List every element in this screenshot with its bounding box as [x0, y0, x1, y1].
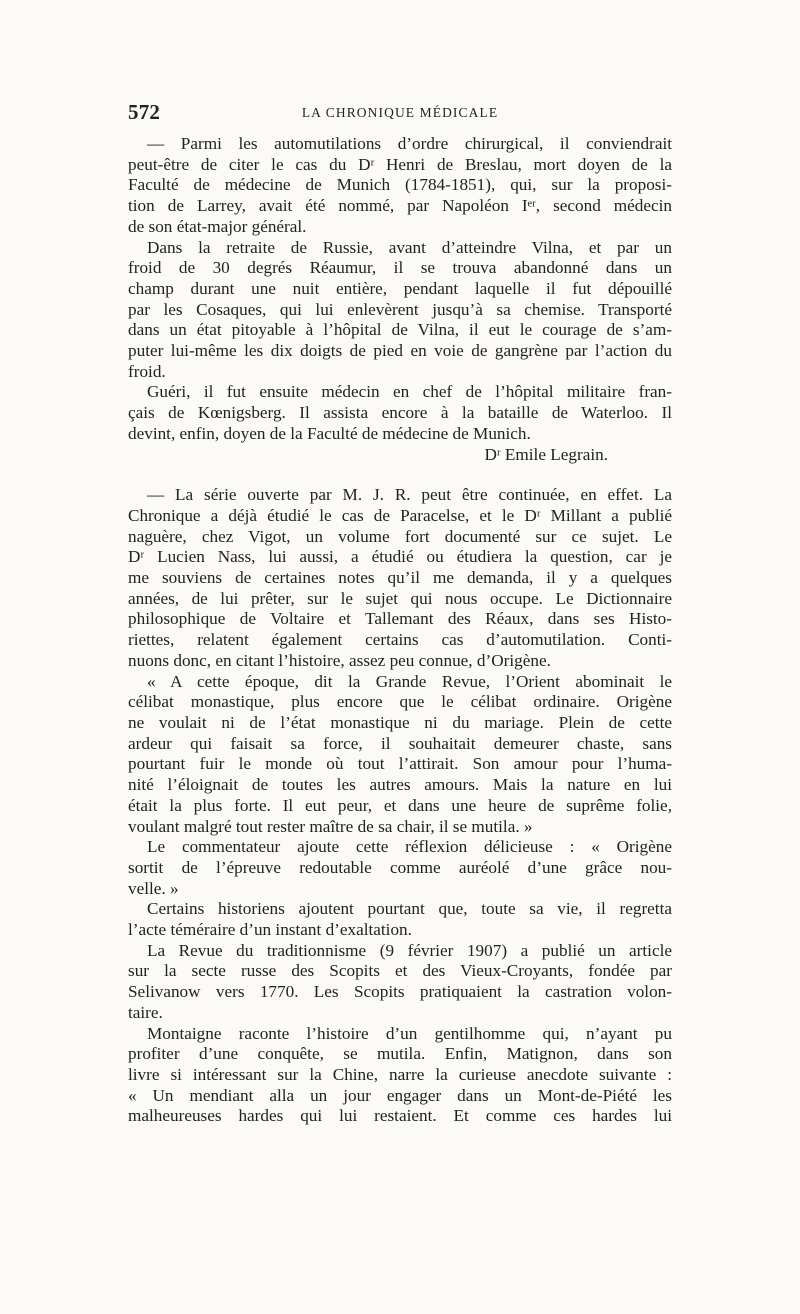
text-line: Chronique a déjà étudié le cas de Paracelse, et le Dʳ Millant a publié: [128, 505, 672, 525]
text-line: froid de 30 degrés Réaumur, il se trouva abandonné dans un: [128, 258, 672, 278]
page-number: 572: [128, 100, 161, 124]
text-line: tion de Larrey, avait été nommé, par Napoléon Iᵉʳ, second médecin: [128, 196, 672, 216]
text-line: puter lui-même les dix doigts de pied en voie de gangrène par l’action du: [128, 341, 672, 361]
text-line: l’acte téméraire d’un instant d’exaltation.: [128, 920, 412, 940]
text-line: — Parmi les automutilations d’ordre chirurgical, il conviendrait: [147, 134, 672, 153]
section-gap: [128, 465, 672, 485]
page-header: [128, 100, 672, 130]
text-line: çais de Kœnigsberg. Il assista encore à la bataille de Waterloo. Il: [128, 403, 672, 423]
text-line: — La série ouverte par M. J. R. peut être continuée, en effet. La: [147, 485, 672, 505]
text-line: Dʳ Lucien Nass, lui aussi, a étudié ou étudiera la question, car je: [128, 547, 672, 567]
text-line: La Revue du traditionnisme (9 février 1907) a publié un article: [147, 940, 672, 960]
text-line: « A cette époque, dit la Grande Revue, l’Orient abominait le: [147, 671, 672, 691]
text-line: devint, enfin, doyen de la Faculté de médecine de Munich.: [128, 423, 531, 443]
text-line: champ durant une nuit entière, pendant laquelle il fut dépouillé: [128, 278, 672, 298]
text-line: Montaigne raconte l’histoire d’un gentilhomme qui, n’ayant pu: [147, 1023, 672, 1043]
text-line: par les Cosaques, qui lui enlevèrent jusqu’à sa chemise. Transporté: [128, 299, 672, 319]
text-line: philosophique de Voltaire et Tallemant des Réaux, dans ses Histo-: [128, 609, 672, 629]
text-line: Selivanow vers 1770. Les Scopits pratiquaient la castration volon-: [128, 982, 672, 1002]
text-line: « Un mendiant alla un jour engager dans un Mont-de-Piété les: [128, 1085, 672, 1105]
text-line: de son état-major général.: [128, 216, 307, 236]
text-line: malheureuses hardes qui lui restaient. Et comme ces hardes lui: [128, 1106, 672, 1126]
text-line: profiter d’une conquête, se mutila. Enfin, Matignon, dans son: [128, 1044, 672, 1064]
text-line: naguère, chez Vigot, un volume fort documenté sur ce sujet. Le: [128, 526, 672, 546]
text-line: ne voulait ni de l’état monastique ni du mariage. Plein de cette: [128, 712, 672, 732]
text-line: était la plus forte. Il eut peur, et dans une heure de suprême folie,: [128, 795, 672, 815]
text-line: velle. »: [128, 878, 179, 898]
text-line: voulant malgré tout rester maître de sa chair, il se mutila. »: [128, 816, 533, 836]
article-text: [128, 134, 672, 1127]
text-line: Faculté de médecine de Munich (1784-1851), qui, sur la proposi-: [128, 175, 672, 195]
text-line: Guéri, il fut ensuite médecin en chef de l’hôpital militaire fran-: [147, 382, 672, 402]
signature: Dʳ Emile Legrain.: [484, 444, 608, 464]
text-line: me souviens de certaines notes qu’il me demanda, il y a quelques: [128, 568, 672, 588]
text-line: livre si intéressant sur la Chine, narre la curieuse anecdote suivante :: [128, 1064, 672, 1084]
text-line: ardeur qui faisait sa force, il souhaitait demeurer chaste, sans: [128, 733, 672, 753]
text-line: riettes, relatent également certains cas d’automutilation. Conti-: [128, 630, 672, 650]
text-line: Dans la retraite de Russie, avant d’atteindre Vilna, et par un: [147, 237, 672, 257]
text-line: célibat monastique, plus encore que le célibat ordinaire. Origène: [128, 692, 672, 712]
text-line: sortit de l’épreuve redoutable comme auréolé d’une grâce nou-: [128, 857, 672, 877]
text-line: Le commentateur ajoute cette réflexion délicieuse : « Origène: [147, 837, 672, 857]
text-line: Certains historiens ajoutent pourtant que, toute sa vie, il regretta: [147, 899, 672, 919]
text-line: peut-être de citer le cas du Dʳ Henri de Breslau, mort doyen de la: [128, 154, 672, 174]
text-line: nuons donc, en citant l’histoire, assez peu connue, d’Origène.: [128, 650, 551, 670]
text-line: années, de lui prêter, sur le sujet qui nous occupe. Le Dictionnaire: [128, 588, 672, 608]
text-line: taire.: [128, 1002, 163, 1022]
text-line: dans un état pitoyable à l’hôpital de Vilna, il eut le courage de s’am-: [128, 320, 672, 340]
text-line: sur la secte russe des Scopits et des Vieux-Croyants, fondée par: [128, 961, 672, 981]
text-line: nité l’éloignait de toutes les autres amours. Mais la nature en lui: [128, 775, 672, 795]
text-line: froid.: [128, 361, 166, 381]
text-line: pourtant fuir le monde où tout l’attirait. Son amour pour l’huma-: [128, 754, 672, 774]
running-head: LA CHRONIQUE MÉDICALE: [301, 105, 499, 120]
